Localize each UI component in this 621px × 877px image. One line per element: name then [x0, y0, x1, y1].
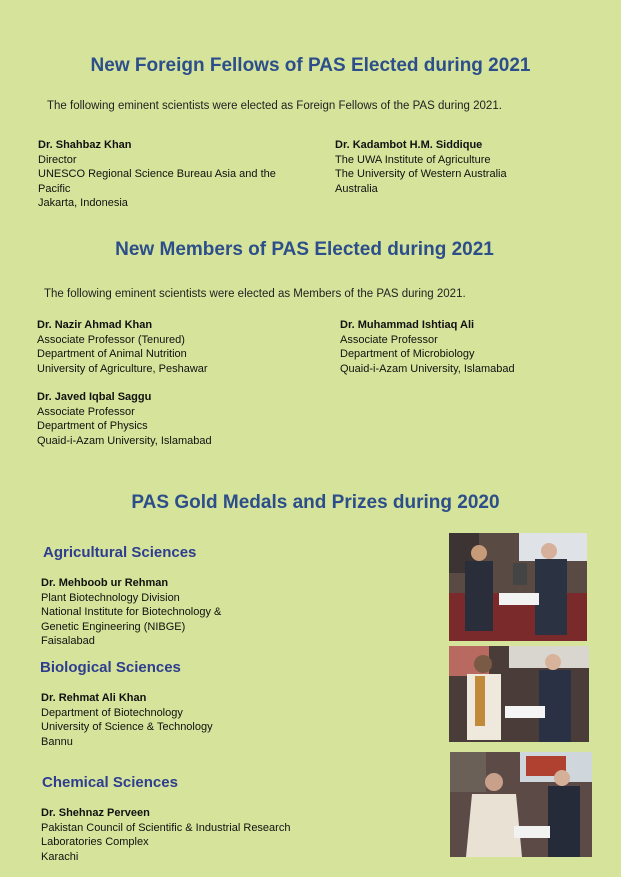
person-name: Dr. Nazir Ahmad Khan: [37, 319, 153, 331]
member-1: [37, 318, 287, 376]
person-line: Quaid-i-Azam University, Islamabad: [37, 434, 212, 447]
person-line: Laboratories Complex: [41, 836, 149, 848]
person-name: Dr. Mehboob ur Rehman: [41, 577, 169, 589]
person-line: UNESCO Regional Science Bureau Asia and the: [38, 168, 276, 180]
foreign-fellow-1: [38, 138, 288, 211]
medals-title: PAS Gold Medals and Prizes during 2020: [131, 492, 500, 513]
person-line: National Institute for Biotechnology &: [41, 606, 222, 618]
person-name: Dr. Shehnaz Perveen: [41, 807, 150, 819]
person-line: Genetic Engineering (NIBGE): [41, 620, 186, 633]
person-name: Dr. Shahbaz Khan: [38, 139, 132, 151]
foreign-fellows-title: New Foreign Fellows of PAS Elected during 2021: [90, 55, 531, 76]
person-line: Department of Animal Nutrition: [37, 348, 187, 360]
person-line: Pakistan Council of Scientific & Industrial Research: [41, 821, 291, 834]
award-photo-biological: [449, 646, 589, 742]
members-title: New Members of PAS Elected during 2021: [115, 239, 494, 260]
medal-recipient-3: [41, 806, 361, 864]
person-line: Associate Professor: [37, 405, 135, 418]
person-line: Pacific: [38, 182, 71, 195]
award-photo-agricultural: [449, 533, 587, 641]
person-line: Director: [38, 153, 77, 166]
members-intro: The following eminent scientists were elected as Members of the PAS during 2021.: [44, 288, 466, 300]
category-heading-agricultural: Agricultural Sciences: [43, 544, 197, 561]
person-line: Faisalabad: [41, 635, 95, 647]
category-heading-biological: Biological Sciences: [40, 659, 181, 676]
person-line: The UWA Institute of Agriculture: [335, 153, 491, 166]
foreign-fellows-intro: The following eminent scientists were elected as Foreign Fellows of the PAS during 2021.: [47, 100, 502, 112]
person-line: University of Agriculture, Peshawar: [37, 362, 208, 375]
person-line: Department of Physics: [37, 420, 148, 432]
person-name: Dr. Javed Iqbal Saggu: [37, 391, 152, 403]
person-line: Karachi: [41, 850, 79, 863]
person-line: Associate Professor (Tenured): [37, 333, 185, 346]
person-name: Dr. Muhammad Ishtiaq Ali: [340, 319, 475, 331]
member-3: [37, 390, 287, 448]
person-line: University of Science & Technology: [41, 721, 213, 733]
medal-recipient-1: [41, 576, 321, 649]
person-name: Dr. Kadambot H.M. Siddique: [335, 139, 483, 151]
person-line: Jakarta, Indonesia: [38, 197, 128, 209]
award-photo-chemical: [450, 752, 592, 857]
person-name: Dr. Rehmat Ali Khan: [41, 692, 147, 704]
foreign-fellow-2: [335, 138, 585, 196]
member-2: [340, 318, 590, 376]
person-line: Australia: [335, 182, 378, 195]
person-line: Department of Biotechnology: [41, 706, 183, 719]
medal-recipient-2: [41, 691, 321, 749]
person-line: Quaid-i-Azam University, Islamabad: [340, 362, 515, 375]
person-line: The University of Western Australia: [335, 168, 507, 180]
person-line: Plant Biotechnology Division: [41, 591, 180, 604]
category-heading-chemical: Chemical Sciences: [42, 774, 178, 791]
person-line: Associate Professor: [340, 333, 438, 346]
person-line: Bannu: [41, 735, 73, 748]
person-line: Department of Microbiology: [340, 348, 475, 360]
